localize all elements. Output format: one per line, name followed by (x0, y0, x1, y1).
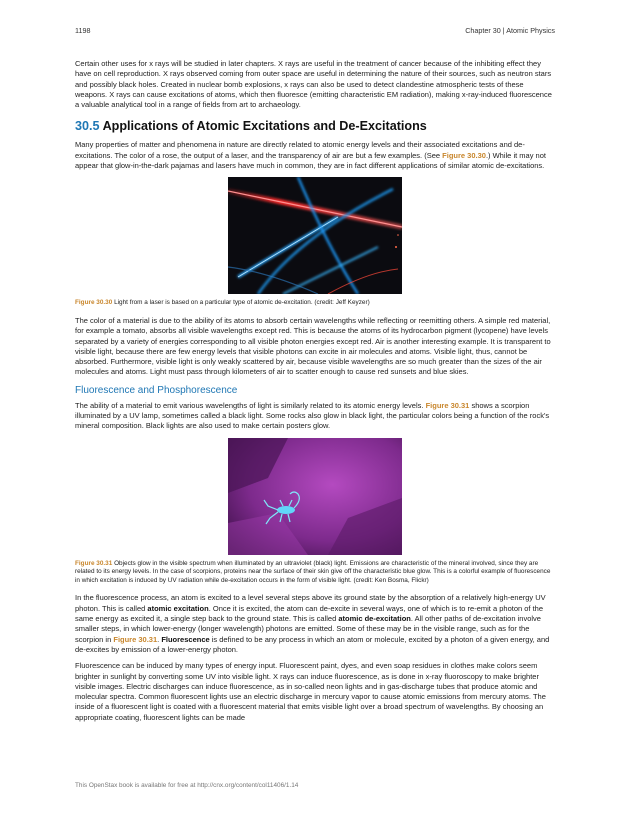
intro-paragraph: Certain other uses for x rays will be studied in later chapters. X rays are useful in the treatment of cancer because of the inhibiting effect they have on cell reproduction. X rays observed coming from outer space are useful in determining the nature of their sources, such as neutron stars and possibly black holes. Created in nuclear bomb explosions, x rays can also be used to detect clandestine atmospheric tests of these weapons. X rays can cause excitations of atoms, which then fluoresce (emitting characteristic EM radiation), making x-ray-induced fluorescence a valuable analytical tool in a range of fields from art to archaeology. (75, 59, 552, 110)
section-intro-paragraph (75, 140, 555, 171)
term-atomic-de-excitation: atomic de-excitation (338, 614, 411, 624)
section-number: 30.5 (75, 119, 100, 134)
term-atomic-excitation: atomic excitation (147, 603, 209, 613)
text-run: . All other paths of de-excitation involve smaller steps, in which lower-energy (longer wavelength) photons are emitted. Some of these may be in the visible range, such as for the scorpion in (75, 614, 541, 644)
fluorescence-intro-paragraph (75, 401, 555, 432)
section-heading (75, 118, 555, 134)
text-run: Many properties of matter and phenomena in nature are directly related to atomic energy levels and their associated excitations and de-excitations. The color of a rose, the output of a laser, and the transparency of air are but a few examples. (See (75, 140, 525, 160)
text-run: shows a scorpion illuminated by a UV lamp, sometimes called a black light. Some rocks also glow in black light, the particular colors being a function of the rock's mineral composition. Black lights are also used to make certain posters glow. (75, 400, 550, 431)
figure-30-30-caption (75, 299, 555, 308)
text-run: .) While it may not appear that glow-in-the-dark pajamas and lasers have much in common, they are in fact different applications of similar atomic de-excitations. (75, 150, 546, 171)
text-run: The ability of a material to emit various wavelengths of light is similarly related to its atomic energy levels. (75, 400, 426, 410)
page-number: 1198 (75, 26, 91, 35)
subsection-heading: Fluorescence and Phosphorescence (75, 384, 238, 396)
fluorescence-induced-paragraph: Fluorescence can be induced by many types of energy input. Fluorescent paint, dyes, and even soap residues in clothes make colors seem brighter in sunlight by converting some UV into visible light. X rays can induce fluorescence, as is done in x-ray fluoroscopy to make brighter visible images. Electric discharges can induce fluorescence, as in so-called neon lights and in gas-discharge tubes that produce atomic and molecular spectra. Common fluorescent lights use an electric discharge in mercury vapor to cause atomic emissions from mercury atoms. The inside of a fluorescent light is coated with a fluorescent material that emits visible light over a broad spectrum of wavelengths. By choosing an appropriate coating, fluorescent lights can be made (75, 661, 546, 722)
figure-label: Figure 30.31 (75, 559, 113, 567)
fluorescence-process-paragraph (75, 593, 555, 655)
text-run: . (157, 634, 162, 644)
term-fluorescence: Fluorescence (161, 634, 210, 644)
figure-30-31-link[interactable]: Figure 30.31 (425, 400, 470, 410)
chapter-title: Chapter 30 | Atomic Physics (465, 26, 555, 35)
figure-30-31-caption (75, 560, 555, 586)
figure-label: Figure 30.30 (75, 299, 113, 307)
section-title: Applications of Atomic Excitations and De-Excitations (102, 119, 427, 134)
color-paragraph: The color of a material is due to the ability of its atoms to absorb certain wavelengths while reflecting or reemitting others. A simple red material, for example a tomato, absorbs all visible wavelengths except red. This is because the atoms of its hydrocarbon pigment (lycopene) have levels separated by a variety of energies corresponding to all visible photon energies except red. Air is another interesting example. It is transparent to visible light, because there are few energy levels that visible photons can excite in air molecules and atoms. Visible light, thus, cannot be absorbed. Furthermore, visible light is only weakly scattered by air, because visible wavelengths are so much greater than the sizes of the air molecules and atoms. Light must pass through kilometers of air to scatter enough to cause red sunsets and blue skies. (75, 315, 551, 377)
page-footer: This OpenStax book is available for free at http://cnx.org/content/col11406/1.14 (75, 782, 299, 789)
caption-text: Objects glow in the visible spectrum when illuminated by an ultraviolet (black) light. Emissions are characteristic of the mineral involved, since they are related to its energy levels. In the case of scorpions, proteins near the surface of their skin give off the characteristic blue glow. This is a colorful example of fluorescence in which excitation is induced by UV radiation while de-excitation occurs in the form of visible light. (credit: Ken Bosma, Flickr) (75, 559, 551, 584)
text-run: In the fluorescence process, an atom is excited to a level several steps above its ground state by the absorption of a relatively high-energy UV photon. This is called (75, 593, 546, 613)
laser-figure-image (228, 177, 402, 294)
scorpion-figure-image (228, 438, 402, 555)
text-run: . Once it is excited, the atom can de-excite in several ways, one of which is to re-emit a photon of the same energy as excited it, a single step back to the ground state. This is called (75, 603, 544, 624)
figure-30-31-link[interactable]: Figure 30.31 (113, 634, 158, 644)
page-header (75, 26, 555, 38)
caption-text: Light from a laser is based on a particular type of atomic de-excitation. (credit: Jeff Keyzer) (112, 299, 370, 307)
figure-30-30-link[interactable]: Figure 30.30 (442, 150, 486, 160)
page-content (75, 59, 555, 729)
text-run: is defined to be any process in which an atom or molecule, excited by a photon of a given energy, and de-excites by emission of a lower-energy photon. (75, 634, 550, 654)
